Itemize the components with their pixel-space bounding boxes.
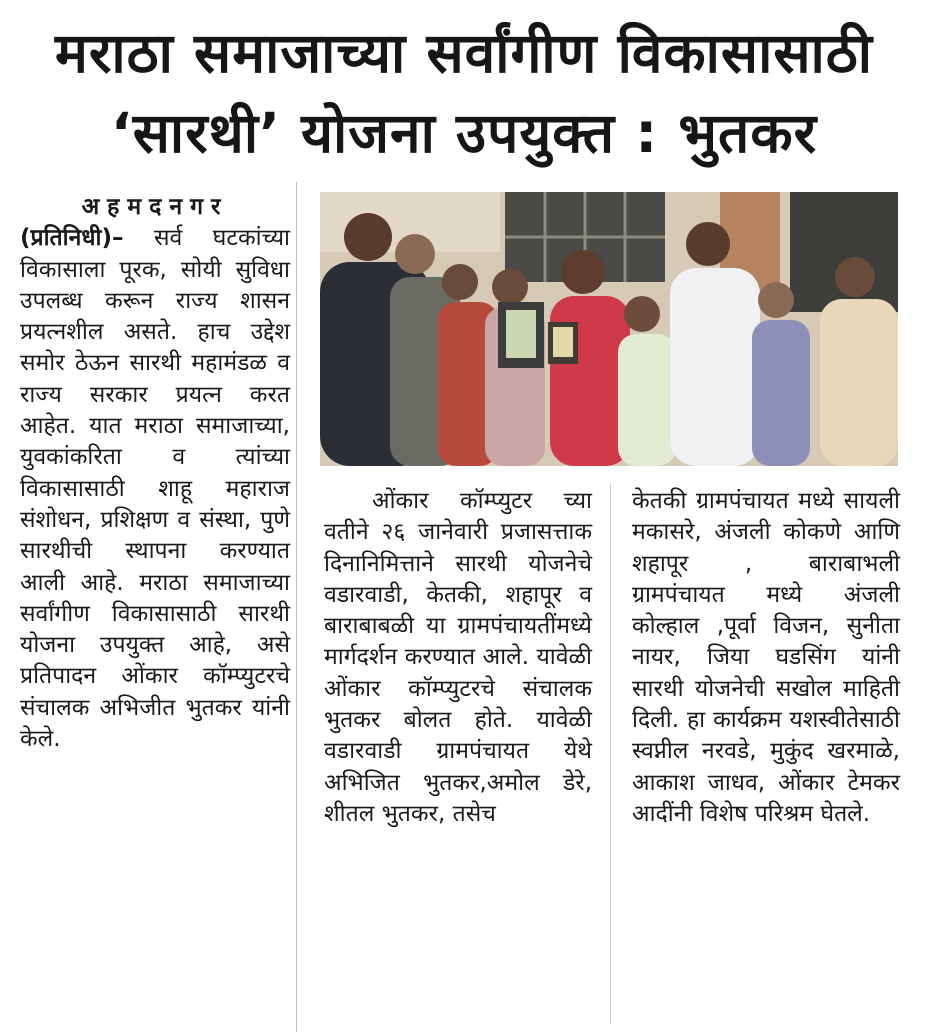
column-divider (296, 182, 297, 1032)
event-photo (320, 192, 898, 466)
article-column-2 (324, 486, 592, 830)
column-1-text: सर्व घटकांच्या विकासाला पूरक, सोयी सुविधा उपलब्ध करून राज्य शासन प्रयत्नशील असते. हाच उद्देश समोर ठेऊन सारथी महामंडळ व राज्य सरकार प्रयत्न करत आहेत. यात मराठा समाजाच्या, युवकांकरिता व त्यांच्या विकासासाठी शाहू महाराज संशोधन, प्रशिक्षण व संस्था, पुणे सारथीची स्थापना करण्यात आली आहे. मराठा समाजाच्या सर्वांगीण विकासासाठी सारथी योजना उपयुक्त आहे, असे प्रतिपादन ओंकार कॉम्प्युटरचे संचालक अभिजीत भुतकर यांनी केले. (20, 225, 290, 753)
column-2-paragraph (324, 486, 592, 830)
headline-line-1: मराठा समाजाच्या सर्वांगीण विकासासाठी (55, 21, 873, 85)
reporter-credit: (प्रतिनिधी)– (20, 225, 124, 252)
column-3-paragraph (632, 486, 900, 830)
column-2-text: ओंकार कॉम्प्युटर च्या वतीने २६ जानेवारी प्रजासत्ताक दिनानिमित्ताने सारथी योजनेचे वडारवाडी, केतकी, शहापूर व बाराबाबळी या ग्रामपंचायतींमध्ये मार्गदर्शन करण्यात आले. यावेळी ओंकार कॉम्प्युटरचे संचालक भुतकर बोलत होते. यावेळी वडारवाडी ग्रामपंचायत येथे अभिजित भुतकर,अमोल डेरे, शीतल भुतकर, तसेच (324, 488, 592, 827)
column-1-paragraph (20, 223, 290, 755)
column-3-text: केतकी ग्रामपंचायत मध्ये सायली मकासरे, अंजली कोकणे आणि शहापूर , बाराबाभली ग्रामपंचायत मध्ये अंजली कोल्हाल ,पूर्वा विजन, सुनीता नायर, जिया घडसिंग यांनी सारथी योजनेची सखोल माहिती दिली. हा कार्यक्रम यशस्वीतेसाठी स्वप्नील नरवडे, मुकुंद खरमाळे, आकाश जाधव, ओंकार टेमकर आदींनी विशेष परिश्रम घेतले. (632, 488, 900, 827)
dateline: अहमदनगर (81, 194, 229, 220)
headline-line-2: ‘सारथी’ योजना उपयुक्त : भुतकर (110, 101, 818, 165)
column-divider-2 (610, 484, 611, 1024)
article-column-1 (20, 192, 290, 755)
article-column-3 (632, 486, 900, 830)
